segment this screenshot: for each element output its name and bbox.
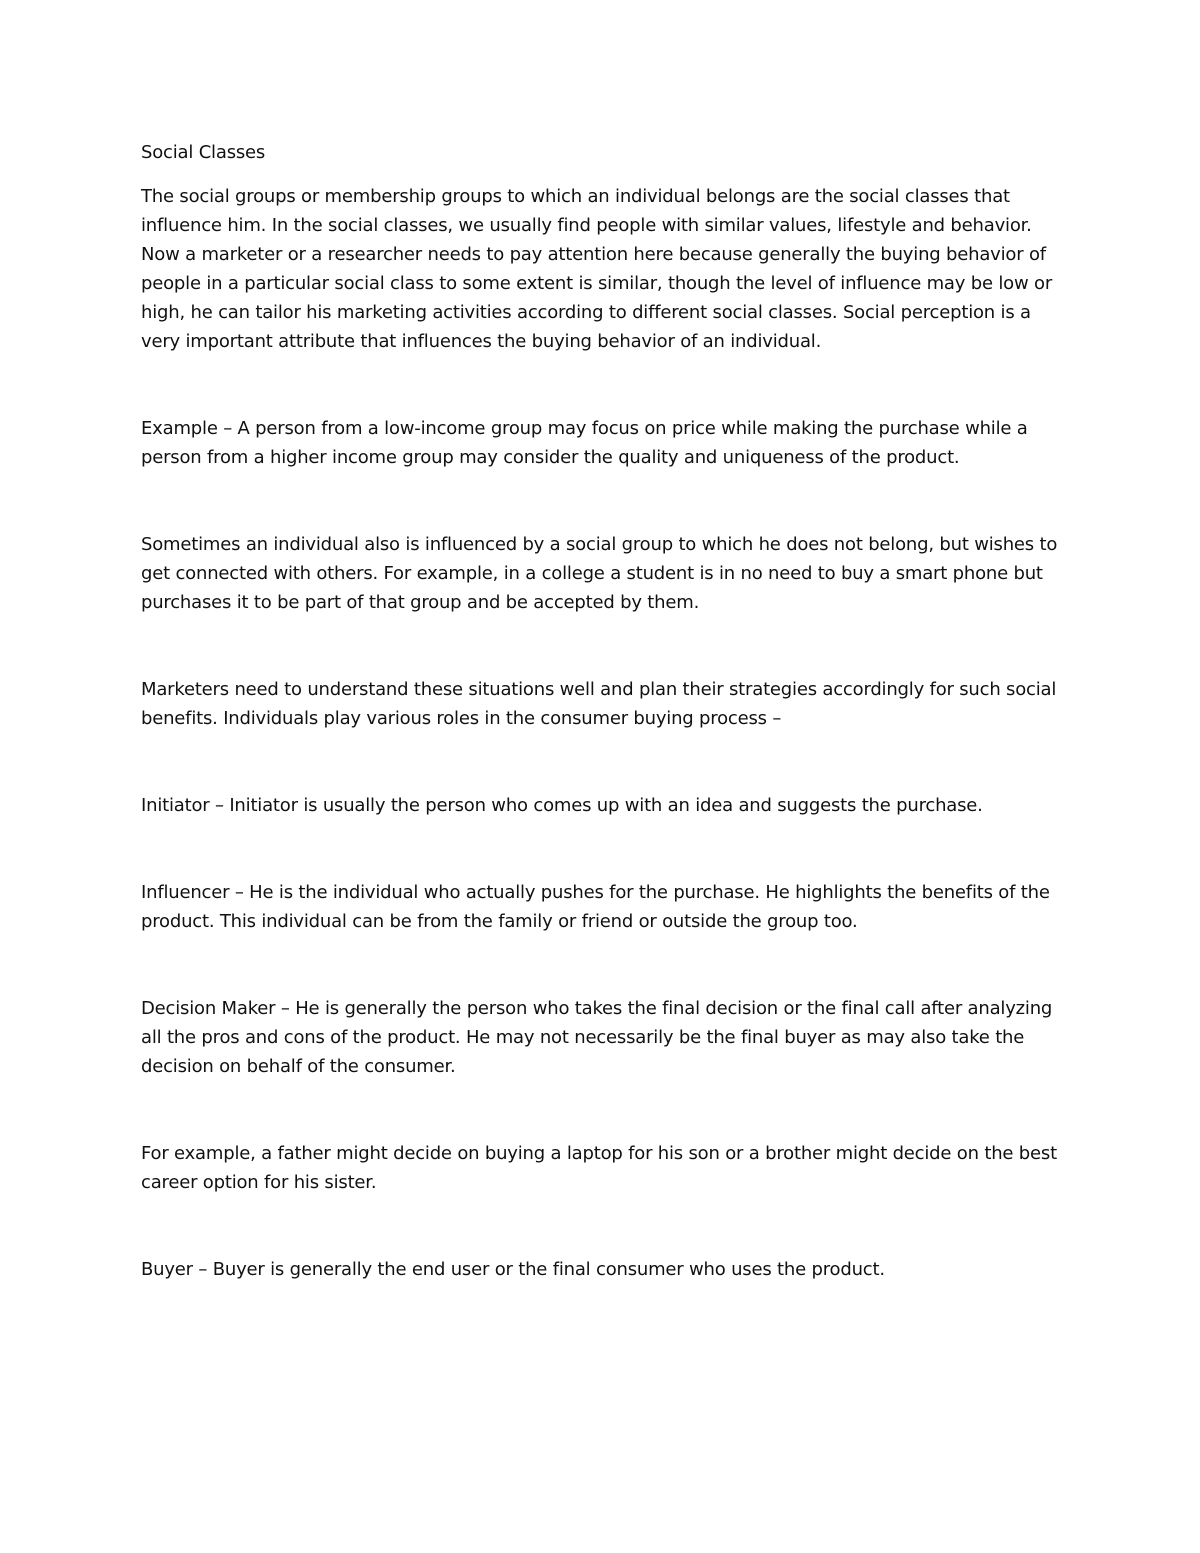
paragraph-buyer: Buyer – Buyer is generally the end user or the final consumer who uses the product. xyxy=(141,1259,885,1280)
document-body xyxy=(141,138,1061,1284)
paragraph-decision-maker: Decision Maker – He is generally the person who takes the final decision or the final call after analyzing all the pros and cons of the product. He may not necessarily be the final buyer as may also take the decision on behalf of the consumer. xyxy=(141,998,1053,1077)
document-title: Social Classes xyxy=(141,142,266,163)
paragraph-example-father: For example, a father might decide on buying a laptop for his son or a brother might decide on the best career option for his sister. xyxy=(141,1143,1057,1193)
paragraph-marketers: Marketers need to understand these situations well and plan their strategies accordingly for such social benefits. Individuals play various roles in the consumer buying process – xyxy=(141,679,1057,729)
paragraph-social-classes: The social groups or membership groups to which an individual belongs are the social classes that influence him. In the social classes, we usually find people with similar values, lifestyle and behavior. Now a marketer or a researcher needs to pay attention here because generally the buying behavior of people in a particular social class to some extent is similar, though the level of influence may be low or high, he can tailor his marketing activities according to different social classes. Social perception is a very important attribute that influences the buying behavior of an individual. xyxy=(141,186,1053,352)
paragraph-initiator: Initiator – Initiator is usually the person who comes up with an idea and suggests the purchase. xyxy=(141,795,983,816)
paragraph-example-income: Example – A person from a low-income group may focus on price while making the purchase while a person from a higher income group may consider the quality and uniqueness of the product. xyxy=(141,418,1028,468)
paragraph-social-group-influence: Sometimes an individual also is influenced by a social group to which he does not belong, but wishes to get connected with others. For example, in a college a student is in no need to buy a smart phone but purchases it to be part of that group and be accepted by them. xyxy=(141,534,1058,613)
paragraph-influencer: Influencer – He is the individual who actually pushes for the purchase. He highlights the benefits of the product. This individual can be from the family or friend or outside the group too. xyxy=(141,882,1050,932)
